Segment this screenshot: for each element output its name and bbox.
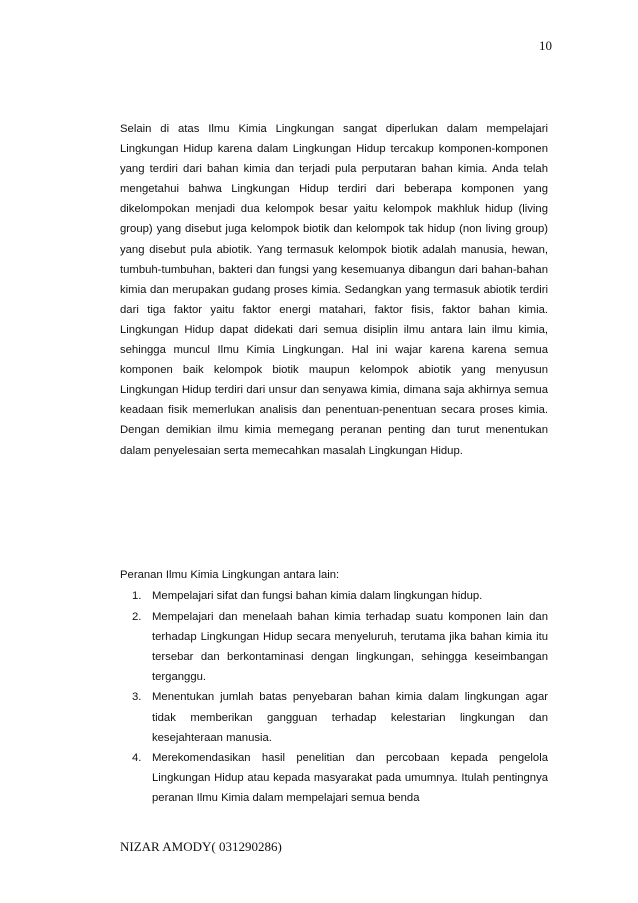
- list-item-text: Merekomendasikan hasil penelitian dan percobaan kepada pengelola Lingkungan Hidup atau kepada masyarakat pada umumnya. Itulah pentingnya peranan Ilmu Kimia dalam mempelajari semua benda: [152, 752, 548, 805]
- list-item-number: 2.: [132, 610, 142, 623]
- list-item: [120, 687, 548, 747]
- list-item-text: Menentukan jumlah batas penyebaran bahan kimia dalam lingkungan agar tidak memberikan gangguan terhadap kelestarian lingkungan dan kesejahteraan manusia.: [152, 691, 548, 744]
- list-item-number: 1.: [132, 590, 142, 602]
- list-item-number: 3.: [132, 691, 142, 704]
- roles-list: [120, 586, 548, 809]
- list-item: [120, 586, 548, 606]
- page-number: 10: [539, 38, 552, 53]
- list-intro: Peranan Ilmu Kimia Lingkungan antara lain:: [120, 569, 340, 581]
- body-paragraph: Selain di atas Ilmu Kimia Lingkungan sangat diperlukan dalam mempelajari Lingkungan Hidup karena dalam Lingkungan Hidup tercakup komponen-komponen yang terdiri dari bahan kimia dan terjadi pula perputaran bahan kimia. Anda telah mengetahui bahwa Lingkungan Hidup terdiri dari beberapa komponen yang dikelompokan menjadi dua kelompok besar yaitu kelompok makhluk hidup (living group) yang disebut juga kelompok biotik dan kelompok tak hidup (non living group) yang disebut pula abiotik. Yang termasuk kelompok biotik adalah manusia, hewan, tumbuh-tumbuhan, bakteri dan fungsi yang kesemuanya dibangun dari bahan-bahan kimia dan merupakan gudang proses kimia. Sedangkan yang termasuk abiotik terdiri dari tiga faktor yaitu faktor energi matahari, faktor fisis, faktor bahan kimia. Lingkungan Hidup dapat didekati dari semua disiplin ilmu antara lain ilmu kimia, sehingga muncul Ilmu Kimia Lingkungan. Hal ini wajar karena karena semua komponen baik kelompok biotik maupun kelompok abiotik yang menyusun Lingkungan Hidup terdiri dari unsur dan senyawa kimia, dimana saja akhirnya semua keadaan fisik memerlukan analisis dan penentuan-penentuan secara proses kimia. Dengan demikian ilmu kimia memegang peranan penting dan turut menentukan dalam penyelesaian serta memecahkan masalah Lingkungan Hidup.: [120, 123, 548, 457]
- list-item: [120, 748, 548, 808]
- list-item-text: Mempelajari dan menelaah bahan kimia terhadap suatu komponen lain dan terhadap Lingkungan Hidup secara menyeluruh, terutama jika bahan kimia itu tersebar dan berkontaminasi dengan lingkungan, sehingga keseimbangan terganggu.: [152, 610, 548, 683]
- list-item-number: 4.: [132, 752, 142, 765]
- footer-author: NIZAR AMODY( 031290286): [120, 839, 282, 854]
- list-item-text: Mempelajari sifat dan fungsi bahan kimia dalam lingkungan hidup.: [152, 590, 483, 602]
- list-item: [120, 607, 548, 687]
